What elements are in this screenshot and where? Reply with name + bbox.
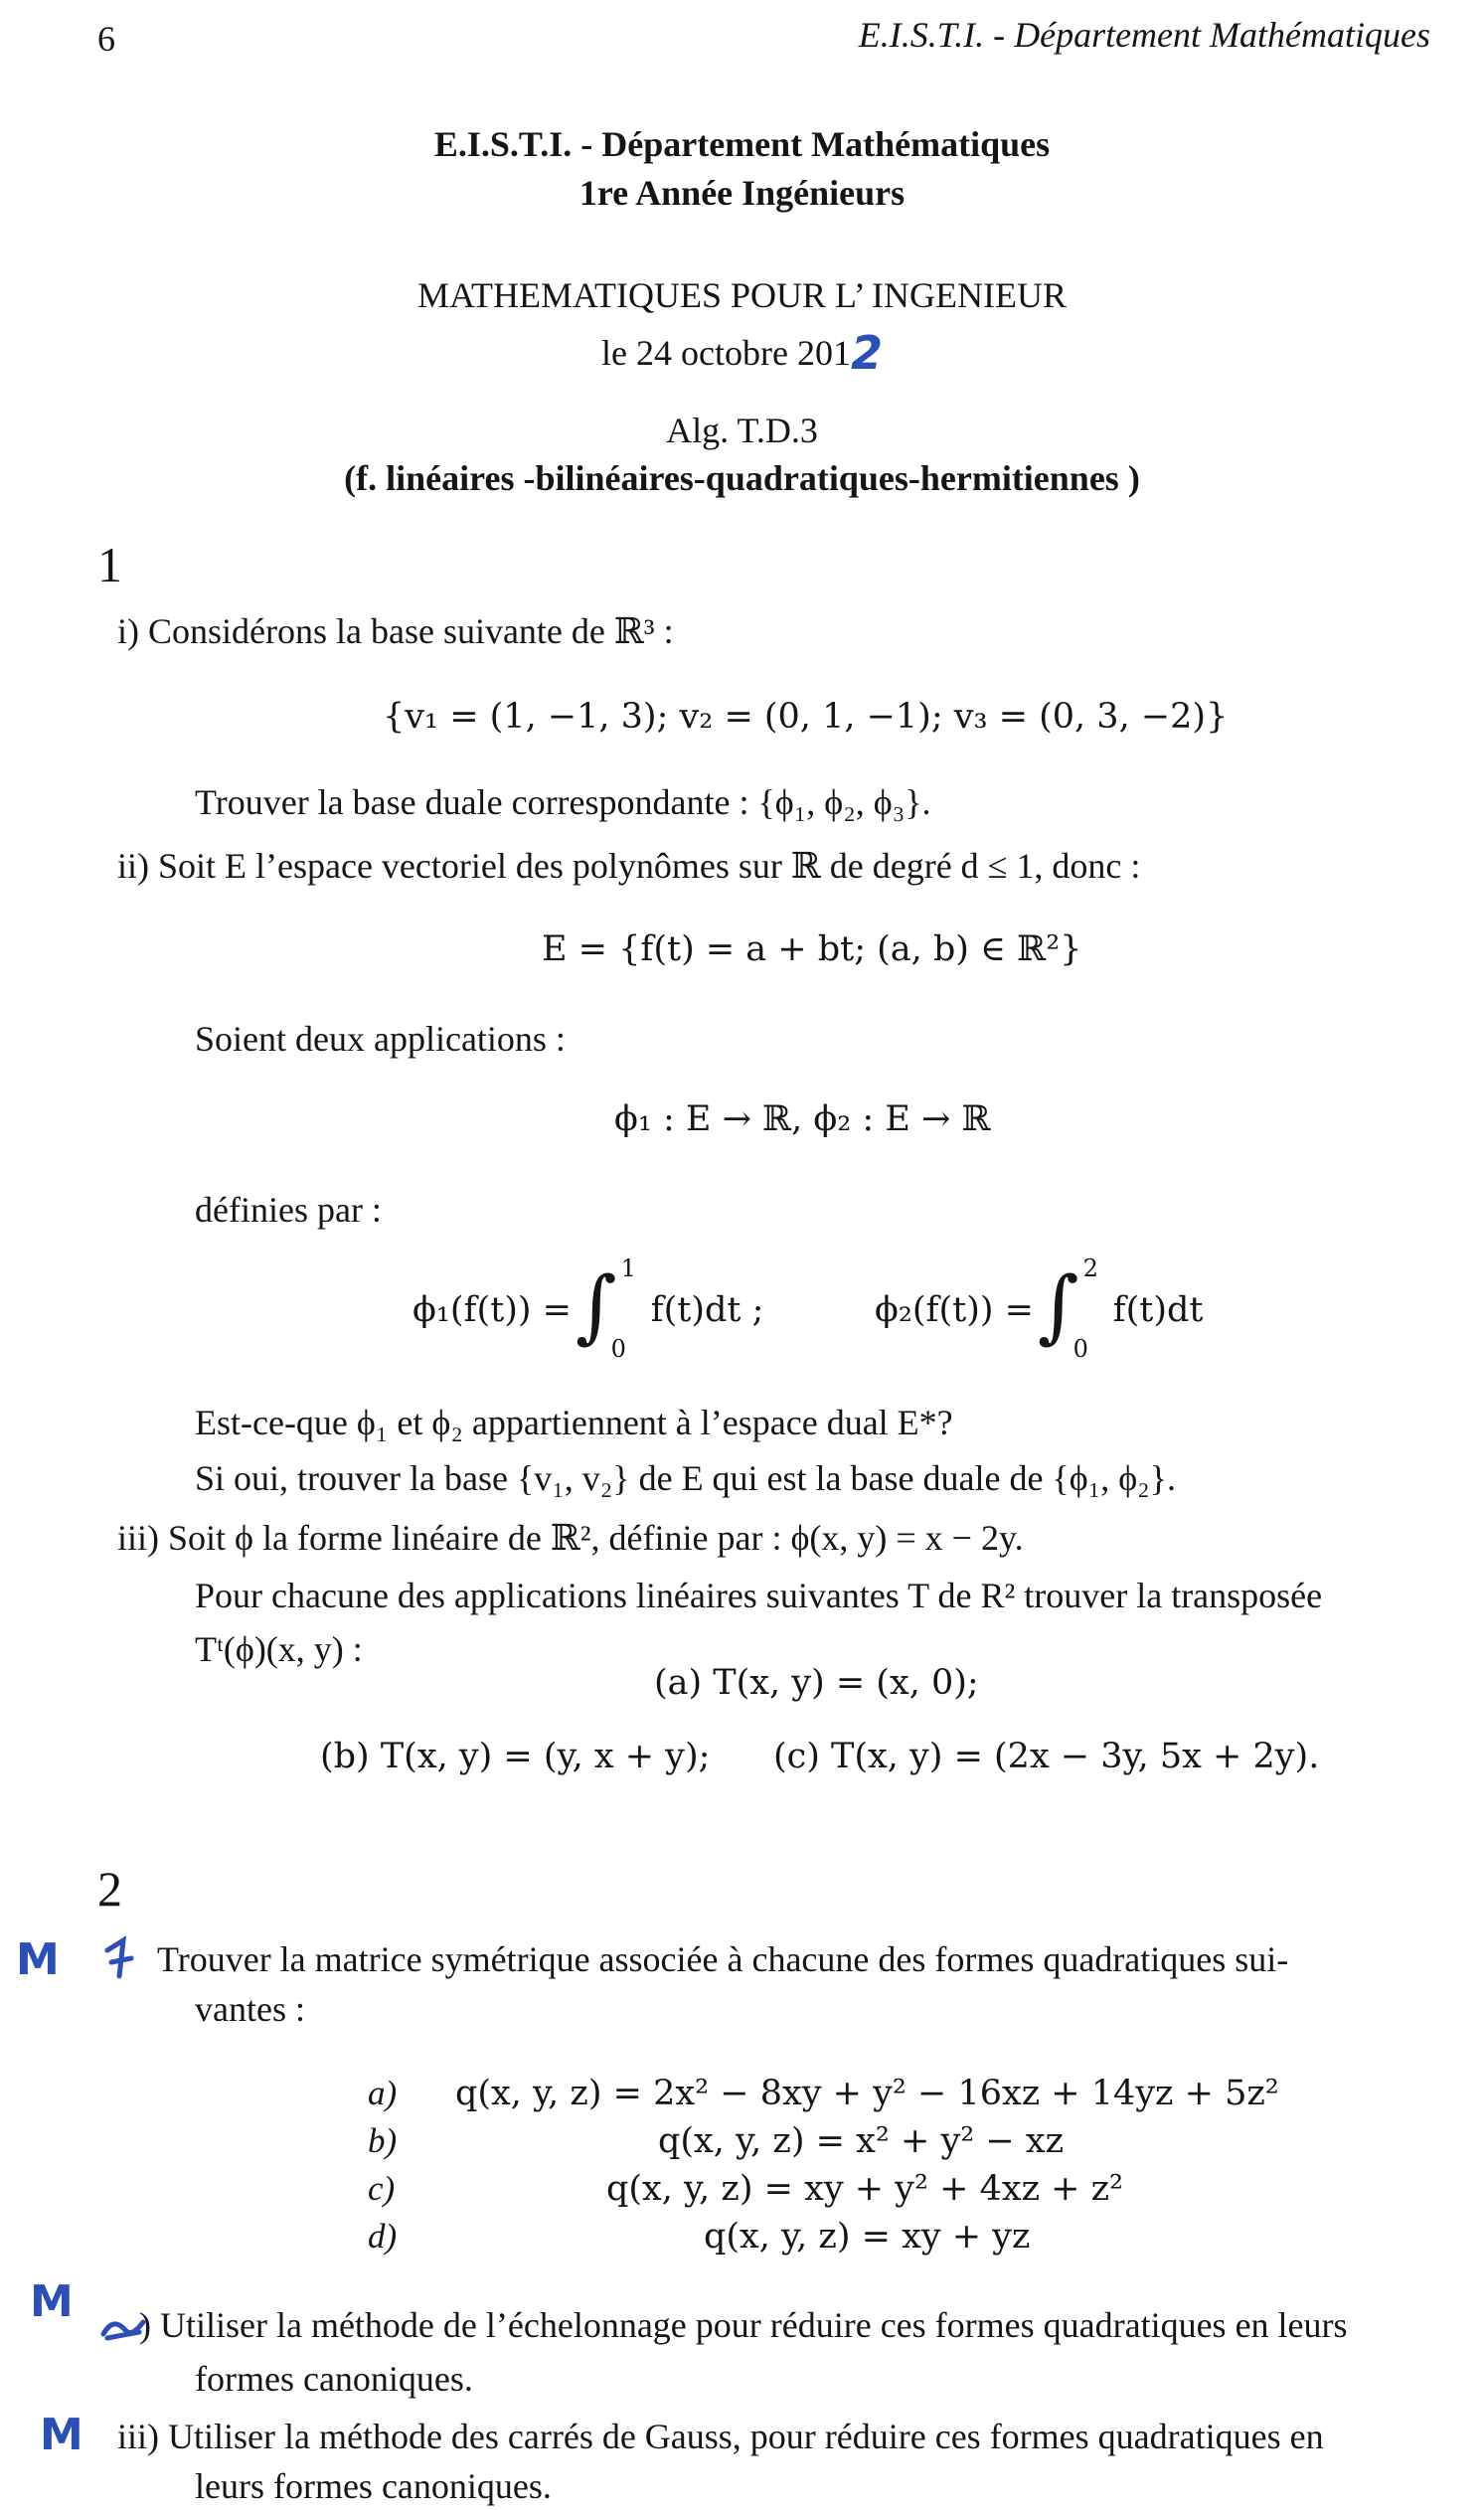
s1-ii-apps-intro: Soient deux applications : (195, 1019, 566, 1059)
phi2-upper-limit: 2 (1082, 1255, 1098, 1282)
s1-ii-set: E = {f(t) = a + bt; (a, b) ∈ ℝ²} (542, 929, 1082, 969)
phi1-rhs: f(t)dt ; (650, 1290, 764, 1330)
phi1-upper-limit: 1 (620, 1255, 636, 1282)
institution-title: E.I.S.T.I. - Département Mathématiques (433, 124, 1051, 164)
handwritten-year-digit: 2 (850, 326, 883, 380)
exam-date-text: le 24 octobre 201 (601, 333, 851, 373)
td-title: Alg. T.D.3 (666, 411, 818, 450)
margin-mark-2: M (30, 2276, 74, 2327)
form-expr-b: q(x, y, z) = x² + y² − xz (658, 2121, 1065, 2161)
exam-date (0, 322, 1484, 380)
phi2-lhs: ϕ₂(f(t)) = (875, 1290, 1034, 1330)
s1-i-task: Trouver la base duale correspondante : {ϕ₁, ϕ₂, ϕ₃}. (195, 782, 931, 822)
scribble-icon (101, 1932, 141, 1982)
s2-ii-line1: ) Utiliser la méthode de l’échelonnage pour réduire ces formes quadratiques en leurs (139, 2305, 1348, 2345)
scribbled-numeral-i (101, 1932, 141, 1982)
s1-iii-task-line1: Pour chacune des applications linéaires suivantes T de R² trouver la transposée (195, 1576, 1323, 1615)
s1-i-basis: {v₁ = (1, −1, 3); v₂ = (0, 1, −1); v₃ = (0, 3, −2)} (383, 697, 1229, 737)
form-label-c: c) (368, 2169, 396, 2208)
phi1-lower-limit: 0 (610, 1335, 626, 1364)
phi2-integral (875, 1255, 1204, 1364)
s1-ii-q2: Si oui, trouver la base {v₁, v₂} de E qui est la base duale de {ϕ₁, ϕ₂}. (195, 1458, 1176, 1498)
course-title: MATHEMATIQUES POUR L’ INGENIEUR (417, 275, 1067, 315)
s1-iii-intro: iii) Soit ϕ la forme linéaire de ℝ², définie par : ϕ(x, y) = x − 2y. (117, 1518, 1024, 1558)
s1-ii-intro: ii) Soit E l’espace vectoriel des polynômes sur ℝ de degré d ≤ 1, donc : (117, 846, 1141, 886)
form-label-d: d) (368, 2217, 398, 2256)
phi1-lhs: ϕ₁(f(t)) = (412, 1290, 572, 1330)
form-expr-c: q(x, y, z) = xy + y² + 4xz + z² (606, 2169, 1124, 2209)
phi1-integral (412, 1255, 764, 1364)
page-number: 6 (97, 19, 115, 59)
phi1-limits (610, 1255, 651, 1364)
s1-iii-b: (b) T(x, y) = (y, x + y); (320, 1737, 711, 1776)
s1-ii-defined: définies par : (195, 1190, 382, 1230)
section-number-1: 1 (97, 537, 122, 592)
s2-iii-line2: leurs formes canoniques. (195, 2466, 552, 2506)
s2-i-line2: vantes : (195, 1989, 305, 2029)
s2-i-line1: Trouver la matrice symétrique associée à chacune des formes quadratiques sui- (157, 1939, 1289, 1979)
integral-symbol: ∫ (1037, 1259, 1079, 1352)
integral-symbol: ∫ (575, 1259, 617, 1352)
phi2-rhs: f(t)dt (1112, 1290, 1204, 1330)
s1-iii-c: (c) T(x, y) = (2x − 3y, 5x + 2y). (773, 1737, 1320, 1776)
s1-iii-a: (a) T(x, y) = (x, 0); (654, 1663, 979, 1703)
margin-mark-3: M (40, 2410, 83, 2460)
form-expr-a: q(x, y, z) = 2x² − 8xy + y² − 16xz + 14yz + 5z² (455, 2074, 1279, 2113)
quadratic-forms-list (368, 2073, 1362, 2301)
form-label-a: a) (368, 2074, 398, 2112)
s1-i-intro: i) Considérons la base suivante de ℝ³ : (117, 611, 674, 651)
s2-iii-line1: iii) Utiliser la méthode des carrés de Gauss, pour réduire ces formes quadratiques en (117, 2417, 1324, 2456)
section-number-2: 2 (97, 1861, 122, 1917)
margin-mark-1: M (16, 1934, 60, 1985)
s1-iii-task-line2: Tᵗ(ϕ)(x, y) : (195, 1629, 363, 1669)
s1-ii-apps: ϕ₁ : E → ℝ, ϕ₂ : E → ℝ (614, 1099, 991, 1139)
form-expr-d: q(x, y, z) = xy + yz (704, 2217, 1031, 2257)
td-subtitle: (f. linéaires -bilinéaires-quadratiques-hermitiennes ) (344, 458, 1140, 498)
form-label-b: b) (368, 2121, 398, 2160)
running-title: E.I.S.T.I. - Département Mathématiques (858, 15, 1430, 55)
phi2-lower-limit: 0 (1072, 1335, 1088, 1364)
phi2-limits (1072, 1255, 1113, 1364)
s1-ii-q1: Est-ce-que ϕ₁ et ϕ₂ appartiennent à l’espace dual E*? (195, 1403, 953, 1442)
s2-ii-line2: formes canoniques. (195, 2359, 473, 2399)
year-title: 1re Année Ingénieurs (578, 173, 906, 213)
